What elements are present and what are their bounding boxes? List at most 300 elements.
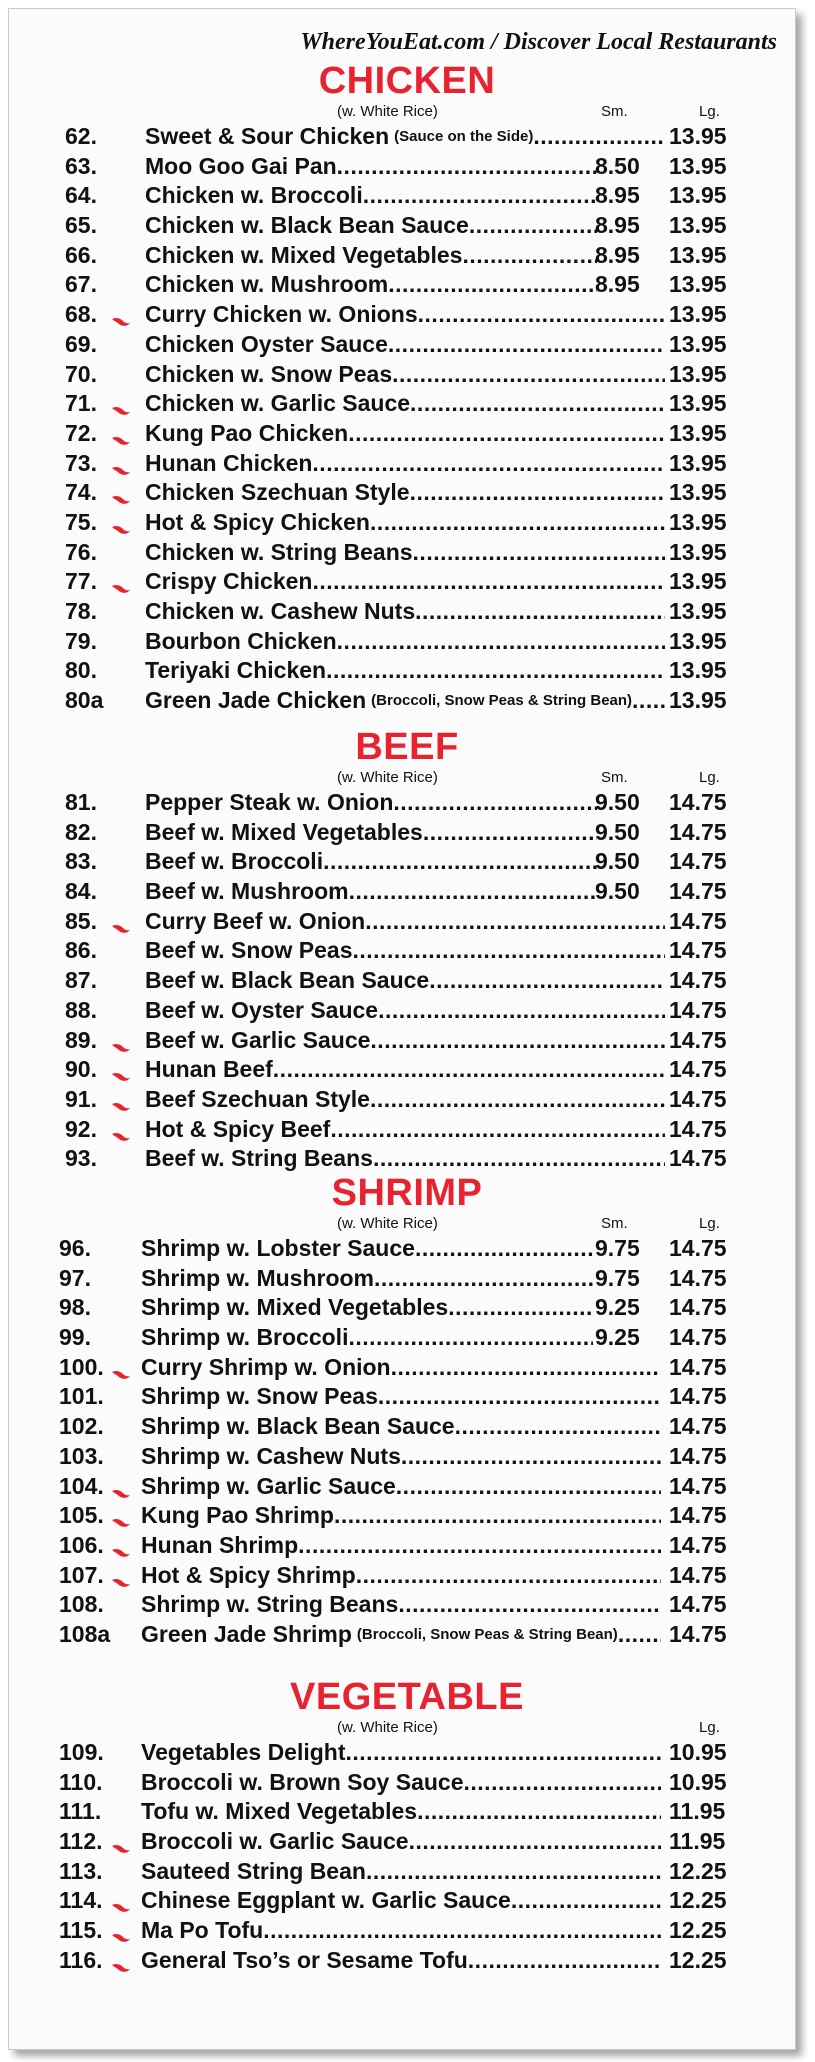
item-name: Beef w. Broccoli (145, 848, 324, 875)
hot-spicy-icon (111, 1834, 131, 1846)
large-price: 14.75 (669, 967, 727, 994)
item-number: 81. (65, 789, 97, 815)
item-number: 111. (59, 1798, 102, 1825)
item-number: 85. (65, 907, 97, 934)
item-name-line (141, 1354, 661, 1381)
item-name-line (141, 1858, 661, 1885)
large-price: 12.25 (669, 1946, 727, 1973)
hot-spicy-icon (111, 307, 131, 319)
item-name: Beef w. Black Bean Sauce (145, 967, 430, 994)
item-number: 82. (65, 818, 97, 845)
menu-item (9, 908, 795, 938)
item-number: 89. (65, 1026, 97, 1053)
large-header: Lg. (699, 103, 720, 120)
item-name-line (141, 1443, 661, 1470)
menu-item (9, 539, 795, 569)
item-number: 83. (65, 848, 97, 875)
leader-dots (373, 1145, 665, 1172)
item-name-line (145, 598, 665, 625)
item-number: 90. (65, 1056, 97, 1083)
leader-dots (363, 182, 597, 209)
large-price: 14.75 (669, 1472, 727, 1499)
item-name-line (145, 997, 665, 1024)
item-name-line (145, 628, 665, 655)
large-price: 13.95 (669, 538, 727, 565)
leader-dots (533, 123, 665, 150)
large-price: 13.95 (669, 568, 727, 595)
large-price: 12.25 (669, 1917, 727, 1944)
hot-spicy-icon (111, 1568, 131, 1580)
menu-item (9, 967, 795, 997)
menu-item (9, 1887, 795, 1917)
rice-note: (w. White Rice) (337, 769, 438, 786)
item-name: Bourbon Chicken (145, 627, 337, 654)
large-price: 14.75 (669, 1531, 727, 1558)
item-name: Sauteed String Bean (141, 1857, 366, 1884)
leader-dots (326, 657, 665, 684)
section-vegetable (9, 1677, 795, 1977)
menu-item (9, 1473, 795, 1503)
item-number: 70. (65, 360, 97, 387)
item-name-line (145, 509, 665, 536)
item-name: Beef w. Mushroom (145, 878, 349, 905)
menu-item (9, 1056, 795, 1086)
large-price: 13.95 (669, 152, 727, 179)
item-name-line (141, 1235, 593, 1262)
large-price: 13.95 (669, 301, 727, 328)
leader-dots (348, 420, 665, 447)
menu-item (9, 509, 795, 539)
menu-item (9, 878, 795, 908)
item-name: Chinese Eggplant w. Garlic Sauce (141, 1887, 511, 1914)
hot-spicy-icon (111, 1479, 131, 1491)
leader-dots (410, 390, 665, 417)
leader-dots (392, 361, 665, 388)
large-price: 13.95 (669, 657, 727, 684)
column-header (9, 767, 795, 789)
item-name: Chicken Szechuan Style (145, 479, 410, 506)
item-number: 79. (65, 627, 97, 654)
item-number: 80. (65, 657, 97, 684)
item-note: (Sauce on the Side) (394, 128, 534, 145)
item-name-line (141, 1473, 661, 1500)
item-name: General Tso’s or Sesame Tofu (141, 1946, 468, 1973)
menu-item (9, 1769, 795, 1799)
hot-spicy-icon (111, 1953, 131, 1965)
item-name: Curry Shrimp w. Onion (141, 1353, 391, 1380)
large-header: Lg. (699, 1719, 720, 1736)
item-name-line (145, 242, 597, 269)
item-name-line (145, 271, 597, 298)
hot-spicy-icon (111, 1062, 131, 1074)
item-number: 62. (65, 123, 97, 149)
menu-item (9, 819, 795, 849)
item-name: Curry Chicken w. Onions (145, 301, 418, 328)
large-price: 14.75 (669, 1294, 727, 1321)
leader-dots (312, 450, 665, 477)
item-number: 68. (65, 301, 97, 328)
menu-item (9, 212, 795, 242)
menu-item (9, 598, 795, 628)
menu-item (9, 479, 795, 509)
leader-dots (388, 331, 665, 358)
small-price: 9.50 (595, 789, 640, 815)
item-number: 108. (59, 1591, 104, 1618)
item-name-line (141, 1828, 661, 1855)
leader-dots (401, 1443, 661, 1470)
hot-spicy-icon (111, 426, 131, 438)
item-number: 67. (65, 271, 97, 298)
item-name-line (145, 539, 665, 566)
large-price: 14.75 (669, 1502, 727, 1529)
item-number: 113. (59, 1857, 103, 1884)
item-name: Kung Pao Chicken (145, 419, 349, 446)
leader-dots (356, 1562, 661, 1589)
menu-item (9, 420, 795, 450)
menu-item (9, 1591, 795, 1621)
item-name: Shrimp w. String Beans (141, 1591, 399, 1618)
hot-spicy-icon (111, 1923, 131, 1935)
leader-dots (511, 1887, 661, 1914)
item-name: Beef w. Garlic Sauce (145, 1026, 371, 1053)
item-name-line (141, 1769, 661, 1796)
item-number: 106. (59, 1531, 104, 1558)
menu-item (9, 153, 795, 183)
leader-dots (370, 1027, 665, 1054)
item-number: 116. (59, 1946, 103, 1973)
leader-dots (330, 1116, 665, 1143)
leader-dots (298, 1532, 661, 1559)
item-number: 101. (59, 1383, 104, 1410)
item-name-line (141, 1502, 661, 1529)
large-price: 13.95 (669, 449, 727, 476)
menu-item (9, 1858, 795, 1888)
large-price: 10.95 (669, 1739, 727, 1765)
item-name-line (145, 1056, 665, 1083)
hot-spicy-icon (111, 515, 131, 527)
menu-item (9, 301, 795, 331)
section-title: VEGETABLE (290, 1676, 524, 1718)
large-price: 13.95 (669, 212, 727, 239)
item-name: Beef Szechuan Style (145, 1085, 370, 1112)
leader-dots (417, 1798, 661, 1825)
hot-spicy-icon (111, 1360, 131, 1372)
item-name: Beef w. Snow Peas (145, 937, 353, 964)
item-name-line (141, 1413, 661, 1440)
menu-item (9, 1116, 795, 1146)
leader-dots (429, 967, 665, 994)
menu-item (9, 1798, 795, 1828)
item-name-line (141, 1562, 661, 1589)
item-number: 65. (65, 212, 97, 239)
large-price: 11.95 (669, 1798, 726, 1825)
item-name: Chicken w. Broccoli (145, 182, 363, 209)
menu-item (9, 1265, 795, 1295)
section-title: BEEF (355, 726, 459, 768)
item-number: 78. (65, 598, 97, 624)
menu-item (9, 450, 795, 480)
menu-item (9, 1354, 795, 1384)
large-price: 12.25 (669, 1857, 727, 1884)
leader-dots (391, 1354, 661, 1381)
item-name: Green Jade Shrimp (141, 1620, 352, 1647)
menu-item (9, 789, 795, 819)
item-name-line (145, 789, 597, 816)
leader-dots (323, 848, 597, 875)
item-name-line (145, 937, 665, 964)
menu-item (9, 937, 795, 967)
item-name-line (145, 687, 665, 714)
small-price: 9.25 (595, 1324, 640, 1351)
menu-item (9, 1739, 795, 1769)
item-name: Kung Pao Shrimp (141, 1502, 334, 1529)
large-price: 14.75 (669, 1620, 727, 1647)
item-name-line (141, 1532, 661, 1559)
item-number: 107. (59, 1561, 104, 1588)
large-price: 13.95 (669, 508, 727, 535)
item-name: Chicken w. Cashew Nuts (145, 598, 416, 624)
item-number: 80a (65, 687, 104, 714)
item-name-line (141, 1917, 661, 1944)
small-price: 8.95 (595, 212, 640, 239)
item-name: Shrimp w. Garlic Sauce (141, 1472, 396, 1499)
leader-dots (312, 568, 665, 595)
large-price: 14.75 (669, 1413, 727, 1440)
menu-item (9, 997, 795, 1027)
small-header: Sm. (601, 1215, 628, 1232)
item-name-line (145, 878, 597, 905)
item-name-line (145, 450, 665, 477)
leader-dots (370, 509, 665, 536)
large-price: 10.95 (669, 1768, 727, 1795)
hot-spicy-icon (111, 1122, 131, 1134)
large-price: 14.75 (669, 937, 727, 964)
leader-dots (415, 598, 665, 625)
large-price: 12.25 (669, 1887, 727, 1914)
item-number: 115. (59, 1917, 103, 1944)
item-name: Shrimp w. Broccoli (141, 1324, 349, 1351)
item-number: 99. (59, 1324, 91, 1351)
item-number: 63. (65, 152, 97, 179)
leader-dots (337, 153, 597, 180)
large-price: 14.75 (669, 1353, 727, 1380)
large-price: 14.75 (669, 1383, 727, 1410)
large-price: 13.95 (669, 419, 727, 446)
item-name-line (141, 1739, 661, 1766)
item-name-line (145, 153, 597, 180)
item-name: Pepper Steak w. Onion (145, 789, 394, 815)
large-price: 14.75 (669, 848, 727, 875)
item-number: 73. (65, 449, 97, 476)
leader-dots (365, 908, 665, 935)
menu-item (9, 1027, 795, 1057)
item-number: 75. (65, 508, 97, 535)
item-name: Beef w. String Beans (145, 1145, 373, 1172)
item-name: Chicken Oyster Sauce (145, 330, 388, 357)
item-name-line (145, 1116, 665, 1143)
item-name: Hot & Spicy Shrimp (141, 1561, 356, 1588)
item-name: Hunan Beef (145, 1056, 273, 1083)
leader-dots (632, 687, 665, 714)
large-price: 14.75 (669, 1026, 727, 1053)
item-number: 88. (65, 996, 97, 1023)
item-name-line (141, 1383, 661, 1410)
large-price: 13.95 (669, 330, 727, 357)
item-number: 77. (65, 568, 97, 595)
menu-item (9, 1828, 795, 1858)
leader-dots (273, 1056, 665, 1083)
item-name: Hot & Spicy Beef (145, 1115, 331, 1142)
menu-item (9, 1145, 795, 1175)
item-name: Hunan Chicken (145, 449, 313, 476)
hot-spicy-icon (111, 1092, 131, 1104)
item-name-line (141, 1621, 661, 1648)
item-name-line (145, 967, 665, 994)
item-name-line (141, 1294, 593, 1321)
item-name-line (145, 123, 665, 150)
item-number: 97. (59, 1264, 91, 1291)
column-header (9, 1213, 795, 1235)
menu-item (9, 1443, 795, 1473)
large-price: 14.75 (669, 1324, 727, 1351)
item-name: Tofu w. Mixed Vegetables (141, 1798, 418, 1825)
large-price: 14.75 (669, 878, 727, 905)
column-header (9, 1717, 795, 1739)
hot-spicy-icon (111, 1893, 131, 1905)
large-price: 13.95 (669, 182, 727, 209)
item-number: 76. (65, 538, 97, 565)
item-name-line (145, 301, 665, 328)
item-name: Crispy Chicken (145, 568, 313, 595)
item-name: Shrimp w. Black Bean Sauce (141, 1413, 455, 1440)
item-number: 96. (59, 1235, 91, 1261)
column-header (9, 101, 795, 123)
small-price: 9.25 (595, 1294, 640, 1321)
leader-dots (410, 479, 665, 506)
rice-note: (w. White Rice) (337, 103, 438, 120)
item-name: Shrimp w. Mixed Vegetables (141, 1294, 449, 1321)
item-name: Shrimp w. Cashew Nuts (141, 1442, 401, 1469)
item-number: 110. (59, 1768, 103, 1795)
item-number: 84. (65, 878, 97, 905)
item-name-line (145, 331, 665, 358)
hot-spicy-icon (111, 1508, 131, 1520)
large-price: 14.75 (669, 1145, 727, 1172)
menu-item (9, 1917, 795, 1947)
menu-item (9, 657, 795, 687)
item-name-line (145, 390, 665, 417)
leader-dots (462, 242, 597, 269)
leader-dots (263, 1917, 661, 1944)
leader-dots (388, 271, 597, 298)
menu-item (9, 361, 795, 391)
menu-item (9, 1532, 795, 1562)
menu-item (9, 1086, 795, 1116)
leader-dots (337, 628, 665, 655)
small-header: Sm. (601, 769, 628, 786)
large-price: 13.95 (669, 687, 727, 714)
large-price: 14.75 (669, 1235, 727, 1261)
menu-item (9, 1947, 795, 1977)
large-price: 13.95 (669, 123, 727, 149)
item-name: Chicken w. Mixed Vegetables (145, 241, 463, 268)
site-watermark: WhereYouEat.com / Discover Local Restaurants (300, 29, 777, 55)
menu-item (9, 687, 795, 717)
leader-dots (409, 1828, 661, 1855)
leader-dots (348, 1324, 593, 1351)
menu-item (9, 1413, 795, 1443)
large-price: 14.75 (669, 1264, 727, 1291)
large-price: 13.95 (669, 598, 727, 624)
item-name-line (145, 819, 597, 846)
section-beef (9, 727, 795, 1175)
large-price: 14.75 (669, 1115, 727, 1142)
item-name: Ma Po Tofu (141, 1917, 264, 1944)
hot-spicy-icon (111, 396, 131, 408)
item-name: Hot & Spicy Chicken (145, 508, 370, 535)
item-number: 102. (59, 1413, 104, 1440)
menu-item (9, 242, 795, 272)
item-name-line (145, 1086, 665, 1113)
menu-item (9, 1383, 795, 1413)
item-number: 72. (65, 419, 97, 446)
leader-dots (415, 1235, 593, 1262)
leader-dots (349, 878, 597, 905)
item-name: Shrimp w. Snow Peas (141, 1383, 378, 1410)
item-name: Shrimp w. Lobster Sauce (141, 1235, 415, 1261)
leader-dots (398, 1591, 661, 1618)
menu-item (9, 182, 795, 212)
item-name-line (145, 479, 665, 506)
large-price: 14.75 (669, 996, 727, 1023)
section-title: SHRIMP (331, 1172, 483, 1214)
small-price: 8.95 (595, 241, 640, 268)
small-header: Sm. (601, 103, 628, 120)
large-price: 13.95 (669, 627, 727, 654)
small-price: 9.50 (595, 848, 640, 875)
large-price: 14.75 (669, 1442, 727, 1469)
item-number: 93. (65, 1145, 97, 1172)
leader-dots (423, 819, 597, 846)
large-price: 14.75 (669, 1561, 727, 1588)
item-name-line (141, 1265, 593, 1292)
leader-dots (353, 937, 666, 964)
item-name: Moo Goo Gai Pan (145, 152, 337, 179)
menu-item (9, 1621, 795, 1651)
small-price: 9.75 (595, 1264, 640, 1291)
large-price: 14.75 (669, 1085, 727, 1112)
item-number: 69. (65, 330, 97, 357)
item-number: 109. (59, 1739, 104, 1765)
large-price: 14.75 (669, 818, 727, 845)
item-number: 108a (59, 1620, 111, 1647)
menu-item (9, 1324, 795, 1354)
large-price: 13.95 (669, 479, 727, 506)
leader-dots (393, 789, 597, 816)
item-name-line (141, 1324, 593, 1351)
leader-dots (334, 1502, 661, 1529)
item-number: 114. (59, 1887, 103, 1914)
leader-dots (378, 997, 665, 1024)
small-price: 8.95 (595, 271, 640, 298)
item-number: 91. (65, 1085, 97, 1112)
item-name-line (145, 361, 665, 388)
item-name: Chicken w. Black Bean Sauce (145, 212, 469, 239)
leader-dots (469, 212, 597, 239)
item-name: Beef w. Oyster Sauce (145, 996, 379, 1023)
section-chicken (9, 61, 795, 717)
item-name-line (145, 568, 665, 595)
